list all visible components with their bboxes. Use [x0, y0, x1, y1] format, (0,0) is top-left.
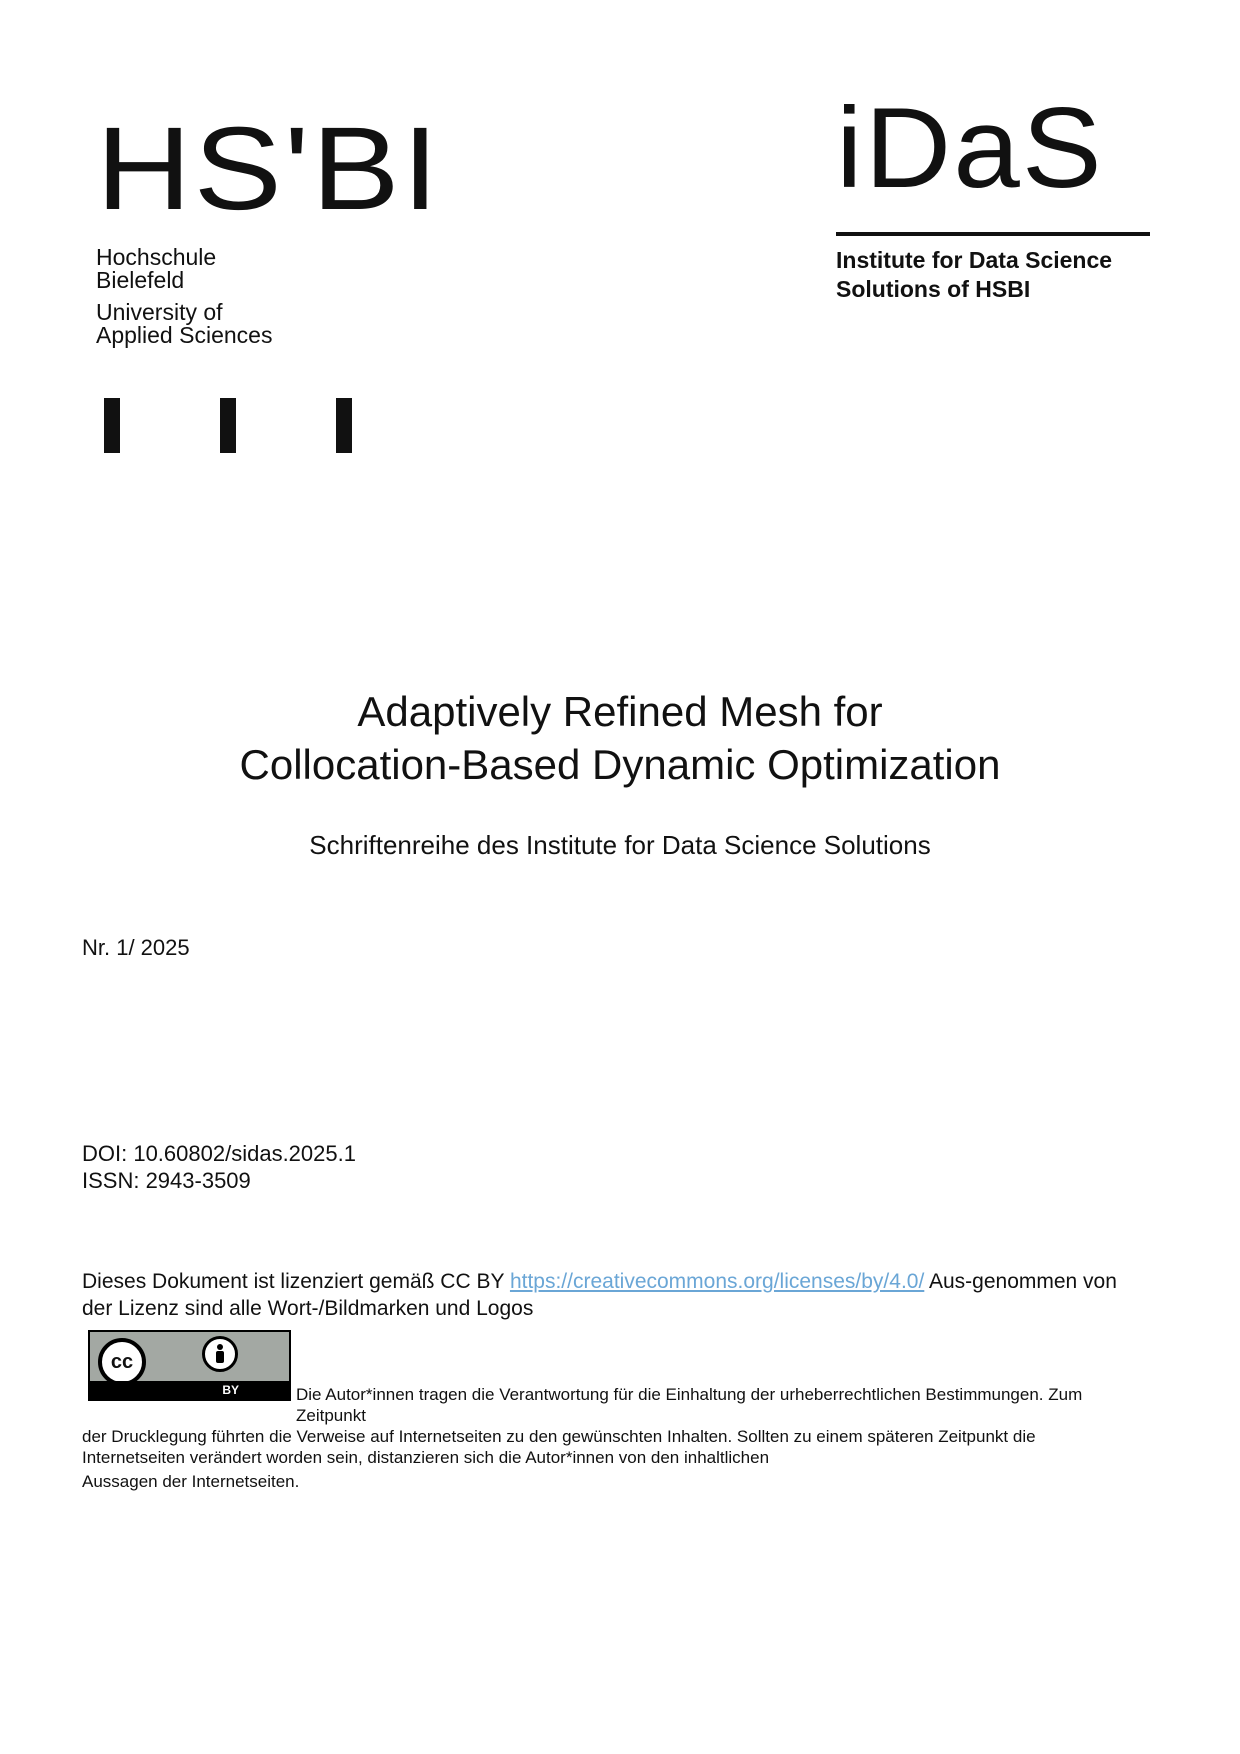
issue-number: Nr. 1/ 2025	[82, 935, 190, 960]
issn: ISSN: 2943-3509	[82, 1168, 251, 1193]
hsbi-line-3: University of	[96, 299, 223, 325]
responsibility-text-1: Die Autor*innen tragen die Verantwortung für die Einhaltung der urheberrechtlichen Bestimmungen. Zum Zeitpunkt	[296, 1385, 1083, 1425]
idas-line-2: Solutions of HSBI	[836, 276, 1031, 302]
doi: DOI: 10.60802/sidas.2025.1	[82, 1141, 356, 1166]
license-statement	[82, 1268, 1132, 1322]
cc-by-badge	[88, 1330, 291, 1401]
responsibility-text-2: der Drucklegung führten die Verweise auf Internetseiten zu den gewünschten Inhalten. Sollten zu einem späteren Zeitpunkt die Internetseiten verändert worden sein, distanzieren sich die Autor*innen von den inhaltlichen	[82, 1427, 1036, 1467]
hsbi-bar-1	[104, 398, 120, 453]
by-label: BY	[90, 1381, 289, 1399]
hsbi-wordmark: HS'BI	[96, 103, 441, 235]
idas-rule	[836, 232, 1150, 236]
hsbi-line-2: Bielefeld	[96, 267, 185, 293]
hsbi-bar-2	[220, 398, 236, 453]
hsbi-line-4: Applied Sciences	[96, 322, 273, 348]
document-title	[0, 685, 1240, 791]
title-line-2: Collocation-Based Dynamic Optimization	[239, 741, 1001, 788]
idas-subtitle	[836, 246, 1112, 304]
title-line-1: Adaptively Refined Mesh for	[357, 688, 883, 735]
attribution-icon	[202, 1336, 238, 1372]
hsbi-line-1: Hochschule	[96, 244, 217, 270]
idas-line-1: Institute for Data Science	[836, 247, 1113, 273]
responsibility-text-3: Aussagen der Internetseiten.	[82, 1472, 300, 1491]
license-text-after: Aus-genommen von der Lizenz sind alle Wort-/Bildmarken und Logos	[82, 1270, 1117, 1320]
hsbi-bar-3	[336, 398, 352, 453]
license-link[interactable]: https://creativecommons.org/licenses/by/4.0/	[509, 1270, 925, 1293]
license-text-before: Dieses Dokument ist lizenziert gemäß CC BY	[82, 1270, 510, 1293]
hsbi-logo	[96, 103, 506, 460]
identifiers	[82, 1140, 356, 1194]
cc-icon: cc	[98, 1338, 146, 1386]
idas-logo	[836, 85, 1156, 302]
idas-wordmark: iDaS	[836, 85, 1104, 212]
series-name: Schriftenreihe des Institute for Data Science Solutions	[309, 830, 931, 860]
